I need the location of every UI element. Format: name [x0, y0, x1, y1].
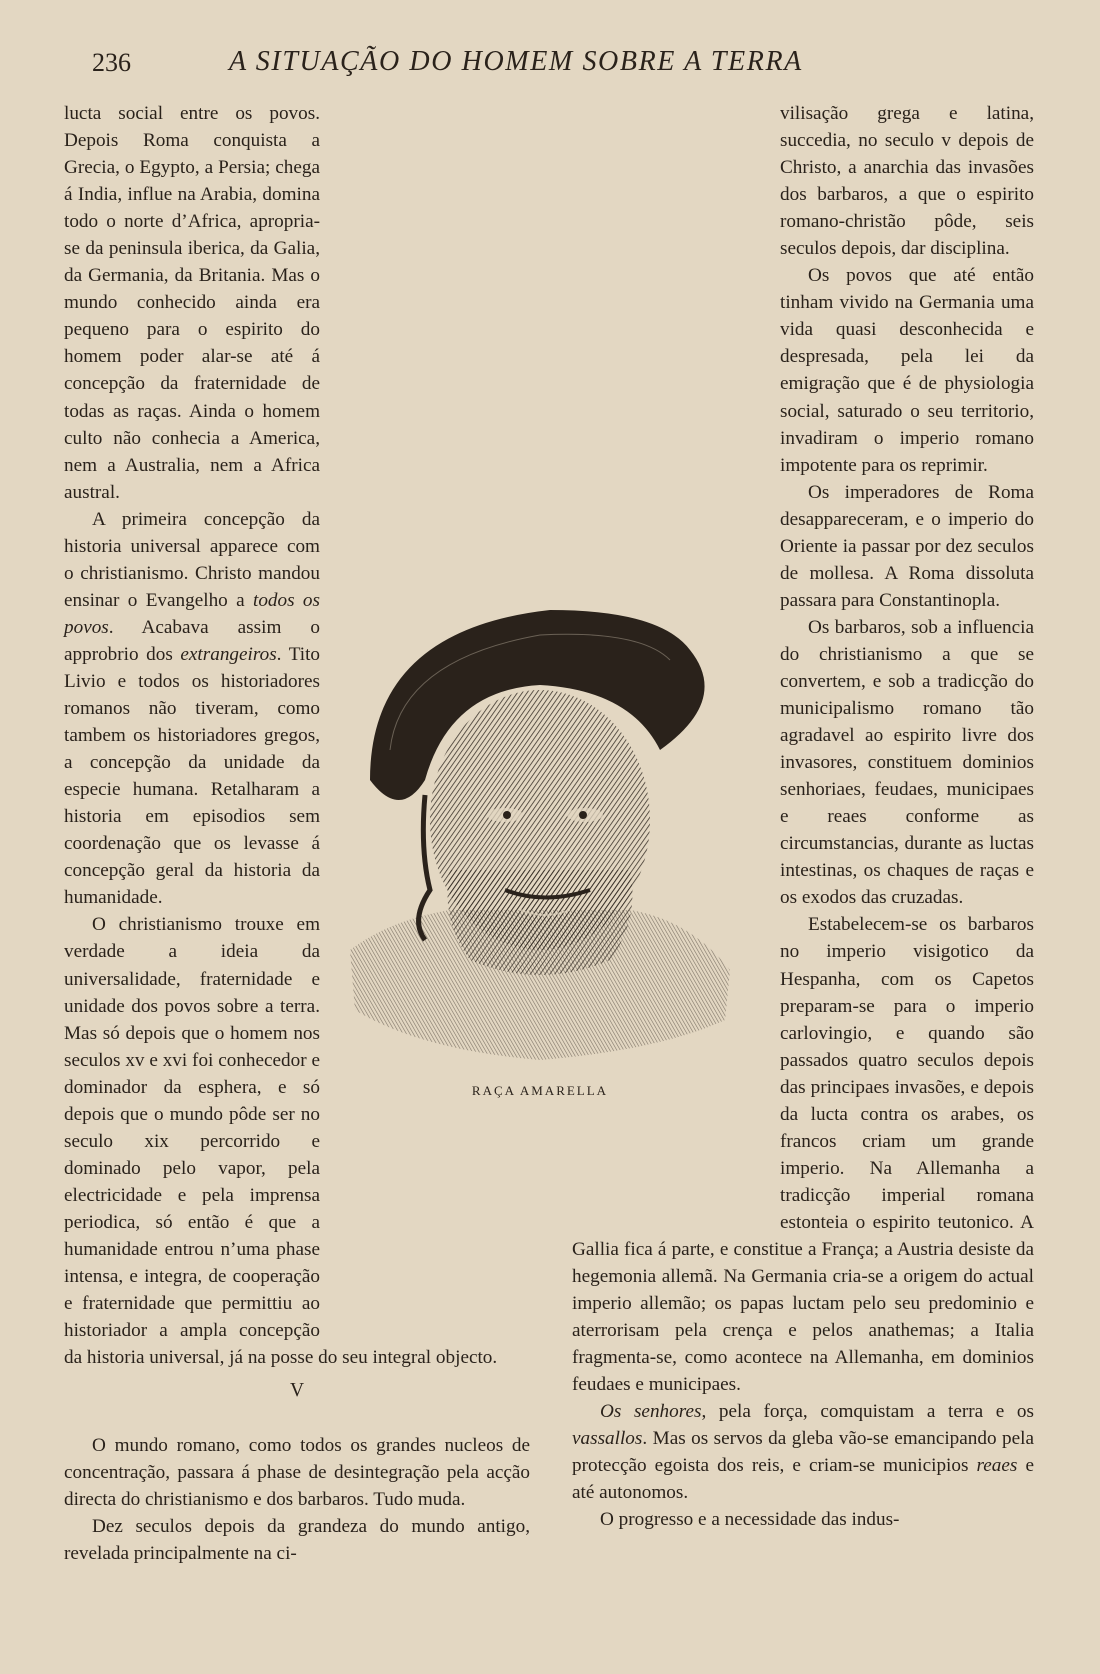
engraving-figure	[330, 590, 750, 1120]
paragraph: Dez seculos depois da grandeza do mundo antigo, revelada principalmente na ci-	[64, 1516, 530, 1565]
left-pupil	[503, 811, 511, 819]
paragraph: O mundo romano, como todos os grandes nucleos de concentração, passara á phase de desintegração pela acção directa do christianismo e dos barbaros. Tudo muda.	[64, 1435, 530, 1511]
page-header	[64, 42, 1044, 82]
paragraph: Os senhores, pela força, comquistam a terra e os vassallos. Mas os servos da gleba vão-se emancipando pela protecção egoista dos reis, e criam-se municipios reaes e até autonomos.	[572, 1401, 1034, 1504]
paragraph: lucta social entre os povos. Depois Roma conquista a Grecia, o Egypto, a Persia; chega á India, influe na Arabia, domina todo o norte d’Africa, apropria-se da peninsula iberica, da Galia, da Germania, da Britania. Mas o mundo conhecido ainda era pequeno para o espirito do homem poder alar-se até á concepção da fraternidade de todas as raças. Ainda o homem culto não conhecia a America, nem a Australia, nem a Africa austral.	[64, 103, 320, 503]
paragraph: Os barbaros, sob a influencia do christianismo a que se convertem, e sob a tradicção do municipalismo romano tão agradavel ao espirito livre dos invasores, constituem dominios senhoriaes, feudaes, municipaes e reaes conforme as circumstancias, durante as luctas intestinas, os chaques de raças e os exodos das cruzadas.	[780, 616, 1034, 909]
paragraph: A primeira concepção da historia universal apparece com o christianismo. Christo mandou ensinar o Evangelho a todos os povos. Acabava assim o approbrio dos extrangeiros. Tito Livio e todos os historiadores romanos não tiveram, como tambem os historiadores gregos, a concepção da unidade da especie humana. Retalharam a historia em episodios sem coordenação que os levasse á concepção geral da historia da humanidade.	[64, 508, 320, 909]
face-shape	[430, 690, 650, 950]
portrait-engraving	[330, 590, 750, 1090]
paragraph: O christianismo trouxe em verdade a ideia da universalidade, fraternidade e unidade dos povos sobre a terra. Mas só depois que o homem nos seculos xv e xvi foi conhecedor e dominador da esphera, e só depois que o mundo pôde ser no seculo xix percorrido e dominado pelo vapor, pela electricidade e pela imprensa periodica, só então é que a humanidade entrou n’uma phase intensa, e integra, de cooperação e fraternidade que permittiu ao historiador a ampla concepção da historia universal, já na posse do seu integral objecto.	[64, 914, 498, 1369]
section-numeral: V	[289, 1380, 305, 1402]
figure-caption: RAÇA AMARELLA	[471, 1083, 609, 1098]
page-number: 236	[92, 48, 131, 77]
paragraph: Os povos que até então tinham vivido na Germania uma vida quasi desconhecida e despresada, pela lei da emigração que é de physiologia social, saturado o seu territorio, invadiram o imperio romano impotente para os reprimir.	[780, 265, 1034, 476]
paragraph: O progresso e a necessidade das indus-	[600, 1509, 900, 1531]
right-pupil	[579, 811, 587, 819]
paragraph: Estabelecem-se os barbaros no imperio visigotico da Hespanha, com os Capetos preparam-se para o imperio carlovingio, e quando são passados quatro seculos depois das principaes invasões, e depois da lucta contra os arabes, os francos criam um grande imperio. Na Allemanha a tradicção imperial romana estonteia o espirito teutonico. A Gallia fica á parte, e constitue a França; a Austria desiste da hegemonia allemã. Na Germania cria-se a origem do actual imperio allemão; os papas luctam pelo seu predominio e aterrorisam pela crença e pelos anathemas; a Italia fragmenta-se, como acontece na Allemanha, em dominios feudaes e municipaes.	[572, 914, 1034, 1396]
running-title: A SITUAÇÃO DO HOMEM SOBRE A TERRA	[229, 46, 803, 77]
paragraph: Os imperadores de Roma desappareceram, e o imperio do Oriente ia passar por dez seculos de mollesa. A Roma dissoluta passara para Constantinopla.	[780, 481, 1034, 611]
paragraph: vilisação grega e latina, succedia, no seculo v depois de Christo, a anarchia das invasões dos barbaros, a que o espirito romano-christão pôde, seis seculos depois, dar disciplina.	[780, 103, 1034, 260]
